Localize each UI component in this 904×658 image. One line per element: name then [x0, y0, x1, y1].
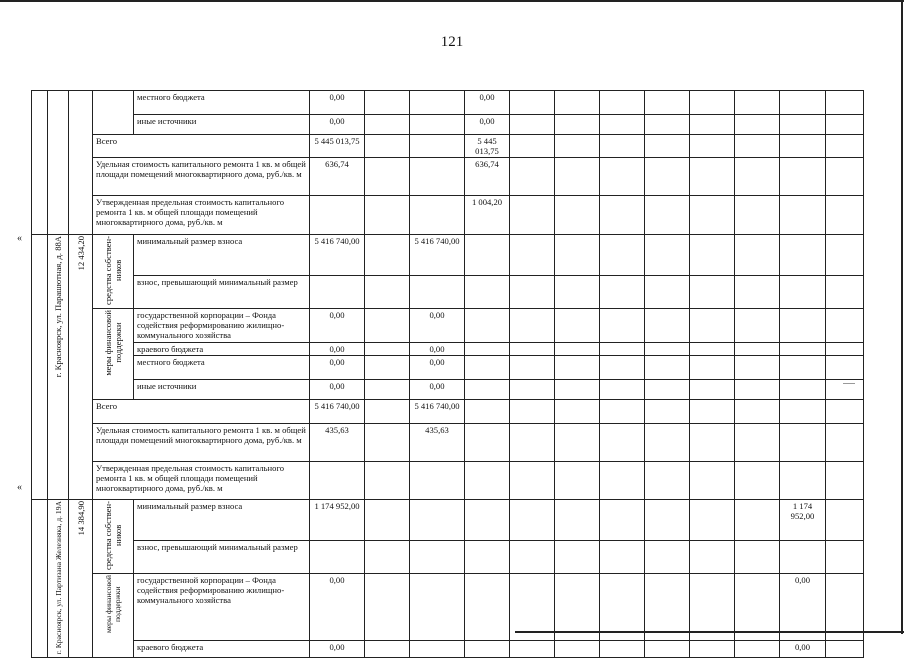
- table-row: Удельная стоимость капитального ремонта 1 кв. м общей площади помещений многоквартирного дома, руб./кв. м 636,74 636,74: [32, 158, 864, 196]
- area-label: 14 384,90: [75, 501, 86, 536]
- scan-edge-right: [901, 0, 903, 634]
- table-row: местного бюджета 0,00 0,00: [32, 91, 864, 115]
- table-row: меры финансовой поддержки государственной корпорации – Фонда содействия реформированию жилищно-коммунального хозяйства 0,00 0,00: [32, 309, 864, 343]
- row-label: взнос, превышающий минимальный размер: [134, 541, 310, 574]
- table-row: [32, 276, 864, 309]
- row-label: иные источники: [134, 380, 310, 400]
- row-label: минимальный размер взноса: [134, 235, 310, 276]
- row-label: краевого бюджета: [134, 343, 310, 356]
- table-row: иные источники 0,00 0,00: [32, 380, 864, 400]
- row-label: Всего: [93, 400, 310, 424]
- table-row: краевого бюджета 0,00 0,00: [32, 343, 864, 356]
- budget-table: [31, 90, 864, 658]
- group-financial-support: меры финансовой поддержки: [103, 310, 123, 376]
- address-label: г. Красноярск, ул. Парашютная, д. 88А: [53, 236, 63, 378]
- quote-mark-block-c: «: [17, 482, 22, 493]
- row-label: минимальный размер взноса: [134, 500, 310, 541]
- table-row: [32, 462, 864, 500]
- row-label: иные источники: [134, 115, 310, 135]
- row-label: местного бюджета: [134, 356, 310, 380]
- address-label: г. Красноярск, ул. Партизана Железняка, д. 19А: [53, 501, 63, 655]
- table-row: Утвержденная предельная стоимость капитального ремонта 1 кв. м общей площади помещений многоквартирного дома, руб./кв. м 1 004,20: [32, 196, 864, 235]
- row-label: Утвержденная предельная стоимость капитального ремонта 1 кв. м общей площади помещений многоквартирного дома, руб./кв. м: [93, 462, 310, 500]
- group-owner-funds: средства собствен- ников: [103, 236, 123, 305]
- page-number: 121: [440, 34, 464, 50]
- row-label: местного бюджета: [134, 91, 310, 115]
- table-row: Всего 5 416 740,00 5 416 740,00: [32, 400, 864, 424]
- area-label: 12 434,20: [75, 236, 86, 271]
- table-row: краевого бюджета 0,00 0,00: [32, 640, 864, 657]
- group-owner-funds: средства собствен- ников: [103, 501, 123, 570]
- table-row: меры финансовой поддержки государственной корпорации – Фонда содействия реформированию жилищно-коммунального хозяйства 0,00 0,00: [32, 574, 864, 641]
- row-label: Всего: [93, 135, 310, 158]
- table-row: Удельная стоимость капитального ремонта 1 кв. м общей площади помещений многоквартирного дома, руб./кв. м 435,63 435,63: [32, 424, 864, 462]
- table-row: г. Красноярск, ул. Парашютная, д. 88А 12 434,20 средства собствен- ников минимальный размер взноса 5 416 740,00 5 416 740,00: [32, 235, 864, 276]
- table-row: иные источники 0,00 0,00: [32, 115, 864, 135]
- table-row: местного бюджета 0,00 0,00: [32, 356, 864, 380]
- scan-edge-top: [0, 0, 904, 2]
- group-financial-support: меры финансовой поддержки: [104, 575, 122, 634]
- row-label: краевого бюджета: [134, 640, 310, 657]
- table-row: Всего 5 445 013,75 5 445 013,75: [32, 135, 864, 158]
- row-label: Удельная стоимость капитального ремонта 1 кв. м общей площади помещений многоквартирного дома, руб./кв. м: [93, 158, 310, 196]
- row-label: государственной корпорации – Фонда содействия реформированию жилищно-коммунального хозяйства: [134, 574, 310, 641]
- row-label: государственной корпорации – Фонда содействия реформированию жилищно-коммунального хозяйства: [134, 309, 310, 343]
- row-label: Утвержденная предельная стоимость капитального ремонта 1 кв. м общей площади помещений многоквартирного дома, руб./кв. м: [93, 196, 310, 235]
- table-row: [32, 541, 864, 574]
- row-label: Удельная стоимость капитального ремонта 1 кв. м общей площади помещений многоквартирного дома, руб./кв. м: [93, 424, 310, 462]
- table-row: г. Красноярск, ул. Партизана Железняка, д. 19А 14 384,90 средства собствен- ников минимальный размер взноса 1 174 952,00 1 174 952,00: [32, 500, 864, 541]
- row-label: взнос, превышающий минимальный размер: [134, 276, 310, 309]
- quote-mark-block-b: «: [17, 233, 22, 244]
